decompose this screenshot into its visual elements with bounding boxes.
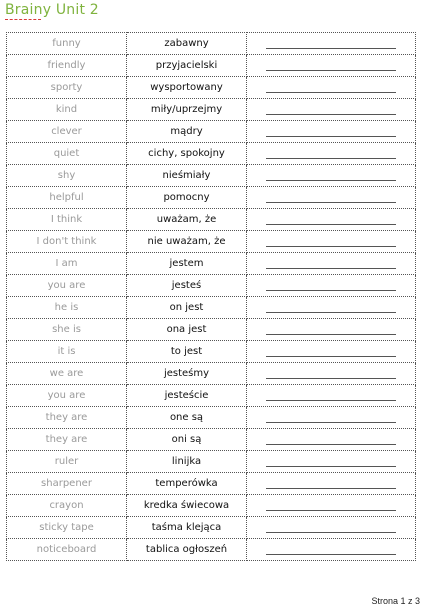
answer-line — [266, 268, 396, 269]
table-row — [7, 55, 416, 77]
english-word: ruler — [7, 451, 127, 473]
english-word: we are — [7, 363, 127, 385]
english-word: shy — [7, 165, 127, 187]
answer-line — [266, 510, 396, 511]
table-row — [7, 495, 416, 517]
english-word: he is — [7, 297, 127, 319]
answer-cell — [247, 121, 416, 143]
table-row — [7, 143, 416, 165]
polish-translation: to jest — [127, 341, 247, 363]
polish-translation: ona jest — [127, 319, 247, 341]
polish-translation: pomocny — [127, 187, 247, 209]
answer-line — [266, 180, 396, 181]
polish-translation: jesteście — [127, 385, 247, 407]
english-word: you are — [7, 385, 127, 407]
polish-translation: nieśmiały — [127, 165, 247, 187]
english-word: clever — [7, 121, 127, 143]
answer-cell — [247, 297, 416, 319]
answer-line — [266, 92, 396, 93]
table-row — [7, 99, 416, 121]
english-word: quiet — [7, 143, 127, 165]
polish-translation: on jest — [127, 297, 247, 319]
answer-cell — [247, 341, 416, 363]
answer-cell — [247, 33, 416, 55]
answer-cell — [247, 473, 416, 495]
answer-line — [266, 422, 396, 423]
answer-line — [266, 246, 396, 247]
table-row — [7, 341, 416, 363]
english-word: I don't think — [7, 231, 127, 253]
answer-cell — [247, 231, 416, 253]
english-word: kind — [7, 99, 127, 121]
polish-translation: taśma klejąca — [127, 517, 247, 539]
answer-line — [266, 114, 396, 115]
table-row — [7, 319, 416, 341]
answer-cell — [247, 319, 416, 341]
table-row — [7, 451, 416, 473]
answer-cell — [247, 539, 416, 561]
polish-translation: jestem — [127, 253, 247, 275]
answer-line — [266, 488, 396, 489]
answer-line — [266, 356, 396, 357]
polish-translation: zabawny — [127, 33, 247, 55]
english-word: funny — [7, 33, 127, 55]
answer-cell — [247, 495, 416, 517]
answer-cell — [247, 77, 416, 99]
polish-translation: oni są — [127, 429, 247, 451]
answer-line — [266, 158, 396, 159]
document-title: Brainy Unit 2 — [5, 2, 99, 18]
answer-cell — [247, 165, 416, 187]
table-row — [7, 363, 416, 385]
table-row — [7, 539, 416, 561]
answer-cell — [247, 407, 416, 429]
polish-translation: jesteś — [127, 275, 247, 297]
table-row — [7, 517, 416, 539]
polish-translation: cichy, spokojny — [127, 143, 247, 165]
table-row — [7, 165, 416, 187]
answer-line — [266, 466, 396, 467]
table-row — [7, 275, 416, 297]
answer-cell — [247, 209, 416, 231]
table-row — [7, 407, 416, 429]
english-word: she is — [7, 319, 127, 341]
polish-translation: jesteśmy — [127, 363, 247, 385]
english-word: friendly — [7, 55, 127, 77]
english-word: I am — [7, 253, 127, 275]
table-row — [7, 121, 416, 143]
english-word: it is — [7, 341, 127, 363]
polish-translation: one są — [127, 407, 247, 429]
polish-translation: przyjacielski — [127, 55, 247, 77]
answer-cell — [247, 517, 416, 539]
answer-cell — [247, 451, 416, 473]
english-word: sticky tape — [7, 517, 127, 539]
polish-translation: kredka świecowa — [127, 495, 247, 517]
answer-line — [266, 532, 396, 533]
answer-cell — [247, 55, 416, 77]
english-word: you are — [7, 275, 127, 297]
english-word: they are — [7, 429, 127, 451]
polish-translation: uważam, że — [127, 209, 247, 231]
vocabulary-table — [6, 32, 416, 561]
table-row — [7, 253, 416, 275]
answer-cell — [247, 429, 416, 451]
table-row — [7, 77, 416, 99]
english-word: I think — [7, 209, 127, 231]
answer-cell — [247, 385, 416, 407]
table-row — [7, 209, 416, 231]
english-word: sporty — [7, 77, 127, 99]
answer-cell — [247, 253, 416, 275]
answer-line — [266, 312, 396, 313]
polish-translation: miły/uprzejmy — [127, 99, 247, 121]
answer-line — [266, 202, 396, 203]
answer-line — [266, 400, 396, 401]
answer-line — [266, 70, 396, 71]
spellcheck-underline — [5, 19, 41, 20]
table-row — [7, 429, 416, 451]
english-word: noticeboard — [7, 539, 127, 561]
polish-translation: nie uważam, że — [127, 231, 247, 253]
vocabulary-table-body — [7, 33, 416, 561]
english-word: helpful — [7, 187, 127, 209]
answer-line — [266, 378, 396, 379]
answer-line — [266, 136, 396, 137]
polish-translation: mądry — [127, 121, 247, 143]
answer-cell — [247, 187, 416, 209]
answer-line — [266, 334, 396, 335]
page-number: Strona 1 z 3 — [371, 596, 420, 606]
table-row — [7, 297, 416, 319]
polish-translation: tablica ogłoszeń — [127, 539, 247, 561]
english-word: sharpener — [7, 473, 127, 495]
answer-line — [266, 290, 396, 291]
answer-cell — [247, 99, 416, 121]
table-row — [7, 33, 416, 55]
table-row — [7, 473, 416, 495]
answer-line — [266, 554, 396, 555]
table-row — [7, 385, 416, 407]
english-word: they are — [7, 407, 127, 429]
polish-translation: wysportowany — [127, 77, 247, 99]
table-row — [7, 187, 416, 209]
answer-cell — [247, 275, 416, 297]
answer-cell — [247, 363, 416, 385]
table-row — [7, 231, 416, 253]
answer-line — [266, 48, 396, 49]
polish-translation: temperówka — [127, 473, 247, 495]
answer-cell — [247, 143, 416, 165]
answer-line — [266, 224, 396, 225]
polish-translation: linijka — [127, 451, 247, 473]
answer-line — [266, 444, 396, 445]
english-word: crayon — [7, 495, 127, 517]
